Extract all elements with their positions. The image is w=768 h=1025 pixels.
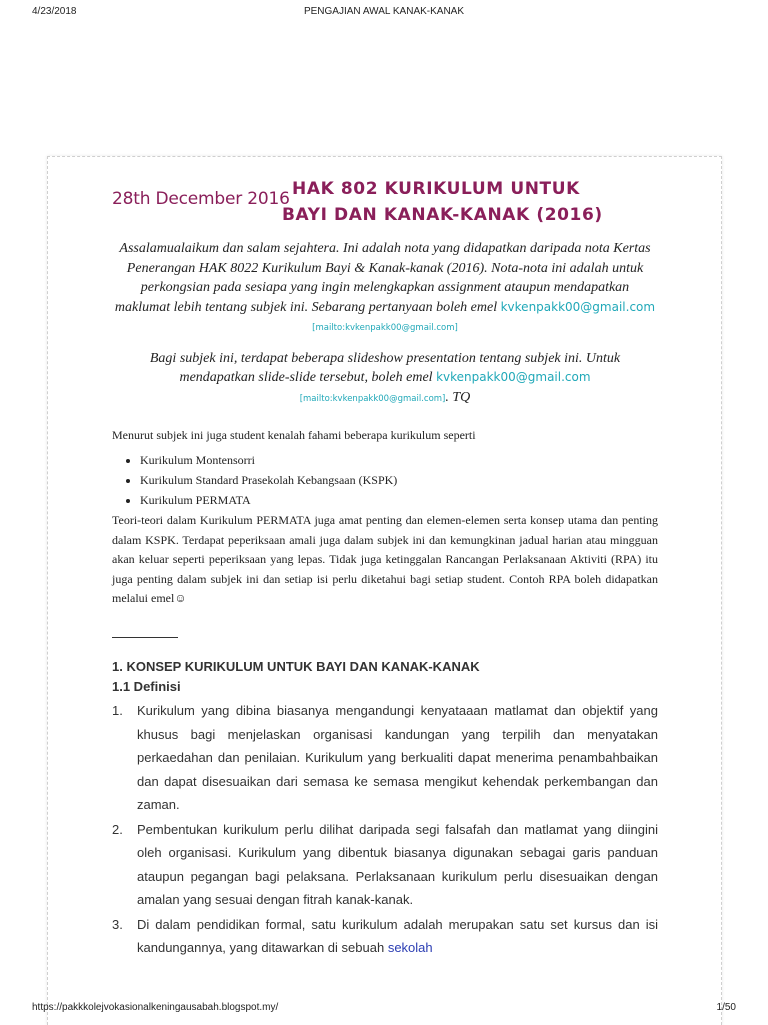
page-number: 1/50 xyxy=(716,1002,736,1013)
list-item: • Kurikulum Montensorri xyxy=(140,450,686,470)
body-paragraph-text: Teori-teori dalam Kurikulum PERMATA juga amat penting dan elemen-elemen serta konsep utama dan penting dalam KSPK. Terdapat peperiksaan amali juga dalam subjek ini dan kemungkinan jadual harian atau mingguan akan keluar seperti peperiksaan yang lepas. Tidak juga ketinggalan Rancangan Perlaksanaan Aktiviti (RPA) itu juga penting dalam subjek ini dan setiap isi perlu diketahui bagi setiap student. Contoh RPA boleh didapatkan melalui emel xyxy=(112,513,658,605)
blog-post-card xyxy=(47,156,722,1025)
list-item: • Kurikulum Standard Prasekolah Kebangsaan (KSPK) xyxy=(140,470,686,490)
item-text: Pembentukan kurikulum perlu dilihat daripada segi falsafah dan matlamat yang diingini oleh organisasi. Kurikulum yang dibentuk biasanya digunakan sebagai garis panduan ataupun pegangan bagi pelaksana. Perlaksanaan kurikulum perlu disesuaikan dengan amalan yang sesuai dengan fitrah kanak-kanak. xyxy=(137,821,658,907)
post-heading xyxy=(112,179,672,231)
item-number: 2. xyxy=(112,821,123,837)
definition-item-2 xyxy=(112,818,658,912)
definition-list xyxy=(112,699,658,961)
section-title: 1. KONSEP KURIKULUM UNTUK BAYI DAN KANAK-KANAK xyxy=(112,659,480,674)
post-title-line-2: BAYI DAN KANAK-KANAK (2016) xyxy=(282,205,603,225)
post-date: 28th December 2016 xyxy=(112,189,290,209)
intro-paragraph-2 xyxy=(112,349,658,410)
intro-block xyxy=(112,239,658,409)
item-text: Kurikulum yang dibina biasanya mengandungi kenyataaan matlamat dan objektif yang khusus bagi menjelaskan organisasi kandungan yang terpilih dan menyatakan perkaedahan dan penilaian. Kurikulum yang berkualiti dapat menerima penambahbaikan dan dapat disesuaikan dari semasa ke semasa mengikut kehendak perkembangan dan zaman. xyxy=(137,703,658,812)
curriculum-list xyxy=(112,450,686,510)
post-title-line-1: HAK 802 KURIKULUM UNTUK xyxy=(292,179,580,199)
item-number: 3. xyxy=(112,916,123,932)
print-url: https://pakkkolejvokasionalkeningausabah.blogspot.my/ xyxy=(32,1002,279,1013)
email-link[interactable]: kvkenpakk00@gmail.com xyxy=(500,299,656,314)
body-paragraph xyxy=(112,511,658,609)
mailto-text-2: [mailto:kvkenpakk00@gmail.com] xyxy=(299,393,446,404)
smiley-icon: ☺ xyxy=(174,591,187,605)
list-item: • Kurikulum PERMATA xyxy=(140,490,686,510)
separator-line xyxy=(112,637,178,638)
item-text: Di dalam pendidikan formal, satu kurikulum adalah merupakan satu set kursus dan isi kandungannya, yang ditawarkan di sebuah xyxy=(137,916,658,955)
print-footer xyxy=(32,1002,736,1016)
item-number: 1. xyxy=(112,703,123,718)
mailto-text: [mailto:kvkenpakk00@gmail.com] xyxy=(312,323,458,333)
print-date: 4/23/2018 xyxy=(32,6,77,17)
intro-paragraph-1 xyxy=(112,239,658,339)
intro-1-text: Assalamualaikum dan salam sejahtera. Ini adalah nota yang didapatkan daripada nota Kertas Penerangan HAK 8022 Kurikulum Bayi & Kanak-kanak (2016). Nota-nota ini adalah untuk perkongsian pada sesiapa yang ingin melengkapkan assignment ataupun mendapatkan maklumat lebih tentang subjek ini. Sebarang pertanyaan boleh emel xyxy=(114,241,651,315)
intro-2-text: Bagi subjek ini, terdapat beberapa slideshow presentation tentang subjek ini. Untuk mendapatkan slide-slide tersebut, boleh emel xyxy=(149,350,621,385)
email-link-2[interactable]: kvkenpakk00@gmail.com xyxy=(436,370,591,384)
definition-item-3 xyxy=(112,913,658,960)
lead-paragraph: Menurut subjek ini juga student kenalah fahami beberapa kurikulum seperti xyxy=(112,428,476,442)
print-title: PENGAJIAN AWAL KANAK-KANAK xyxy=(303,6,465,17)
print-header xyxy=(32,6,736,22)
definition-item-1 xyxy=(112,699,658,817)
subsection-title: 1.1 Definisi xyxy=(112,679,181,694)
intro-2-suffix: . TQ xyxy=(445,389,471,405)
sekolah-link[interactable]: sekolah xyxy=(387,940,433,955)
